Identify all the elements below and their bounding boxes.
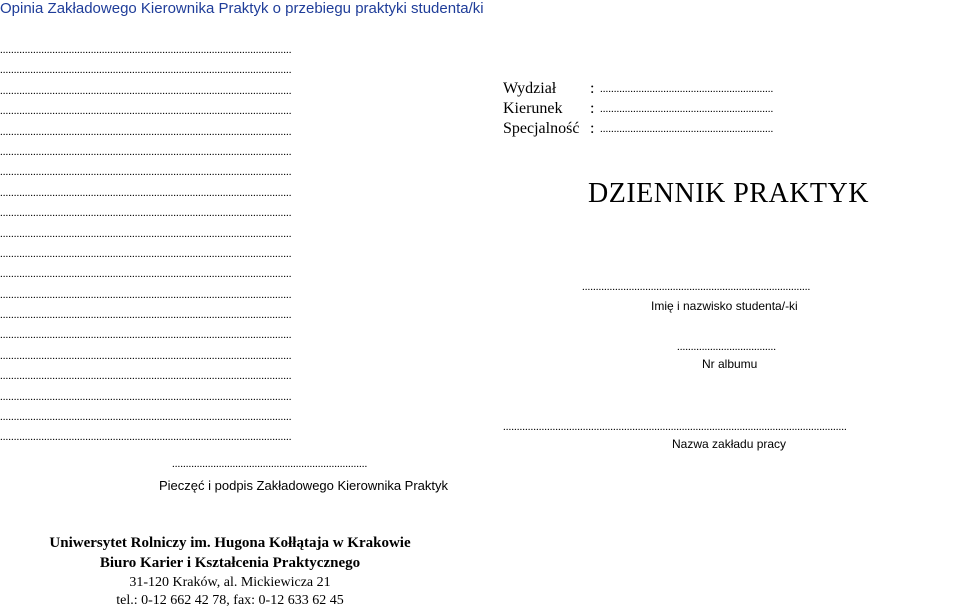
opinion-lines	[0, 40, 460, 448]
opinion-line: ..........................................................................................................	[0, 288, 292, 301]
opinion-line: ..........................................................................................................	[0, 370, 292, 383]
field-colon-wydzial: :	[590, 80, 595, 97]
footer-contact: tel.: 0-12 662 42 78, fax: 0-12 633 62 45	[116, 593, 344, 608]
field-label-specjalnosc: Specjalność	[503, 120, 580, 137]
opinion-line: ..........................................................................................................	[0, 390, 292, 403]
signature-label: Pieczęć i podpis Zakładowego Kierownika Praktyk	[159, 478, 449, 493]
footer-university: Uniwersytet Rolniczy im. Hugona Kołłątaja w Krakowie	[49, 535, 411, 551]
field-colon-kierunek: :	[590, 100, 595, 117]
company-name-dots: .............................................................................................................................	[503, 421, 847, 433]
opinion-line: ..........................................................................................................	[0, 227, 292, 240]
opinion-line: ..........................................................................................................	[0, 247, 292, 260]
opinion-line: ..........................................................................................................	[0, 84, 292, 97]
opinion-line: ..........................................................................................................	[0, 44, 292, 56]
opinion-line: ..........................................................................................................	[0, 268, 292, 281]
opinion-line: ..........................................................................................................	[0, 431, 292, 444]
field-dots-specjalnosc: ...............................................................	[600, 123, 774, 135]
opinion-line: ..........................................................................................................	[0, 186, 292, 199]
opinion-line: ..........................................................................................................	[0, 105, 292, 118]
signature-dots: .......................................................................	[172, 458, 368, 470]
opinion-line: ..........................................................................................................	[0, 145, 292, 158]
field-colon-specjalnosc: :	[590, 120, 595, 137]
footer-address: 31-120 Kraków, al. Mickiewicza 21	[129, 575, 331, 590]
opinion-line: ..........................................................................................................	[0, 166, 292, 179]
document-title: DZIENNIK PRAKTYK	[588, 178, 869, 209]
opinion-line: ..........................................................................................................	[0, 411, 292, 424]
field-dots-wydzial: ...............................................................	[600, 83, 774, 95]
field-label-kierunek: Kierunek	[503, 100, 563, 117]
opinion-line: ..........................................................................................................	[0, 125, 292, 138]
opinion-line: ..........................................................................................................	[0, 309, 292, 322]
opinion-line: ..........................................................................................................	[0, 207, 292, 220]
field-dots-kierunek: ...............................................................	[600, 103, 774, 115]
album-number-label: Nr albumu	[702, 357, 758, 371]
student-name-label: Imię i nazwisko studenta/-ki	[651, 299, 798, 313]
company-name-label: Nazwa zakładu pracy	[672, 437, 787, 451]
student-name-dots: ...................................................................................	[582, 281, 811, 293]
footer-office: Biuro Karier i Kształcenia Praktycznego	[99, 555, 361, 571]
field-label-wydzial: Wydział	[503, 80, 557, 97]
opinion-line: ..........................................................................................................	[0, 329, 292, 342]
opinion-line: ..........................................................................................................	[0, 64, 292, 77]
opinion-heading: Opinia Zakładowego Kierownika Praktyk o przebiegu praktyki studenta/ki	[0, 0, 484, 17]
album-number-dots: ....................................	[677, 341, 776, 353]
opinion-line: ..........................................................................................................	[0, 349, 292, 362]
